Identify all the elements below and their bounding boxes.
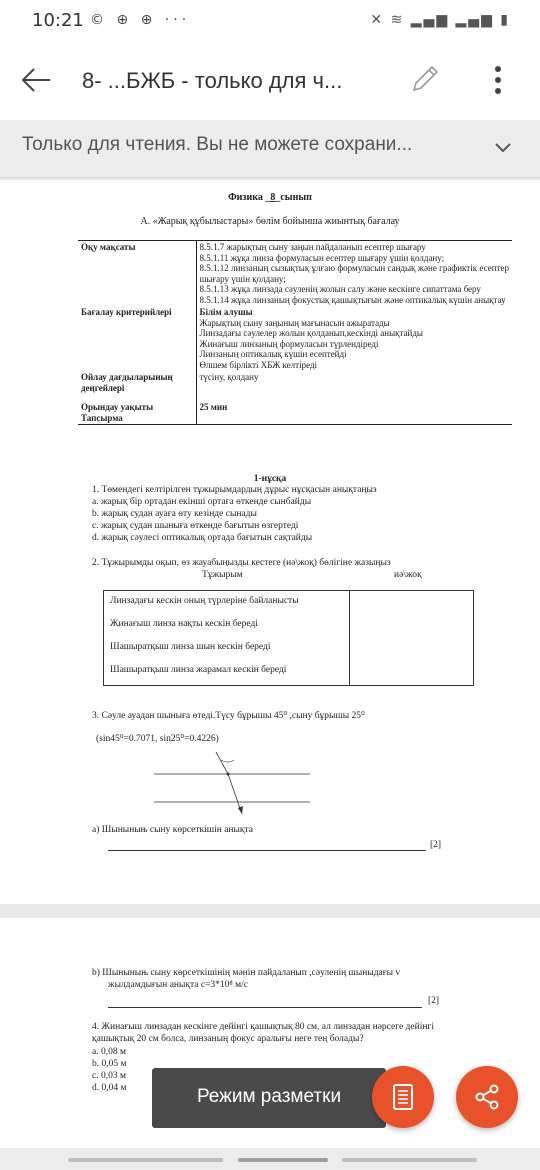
q2-col-answer: иә\жоқ bbox=[394, 570, 422, 580]
criteria-item: Жинағыш линзаның формуласын түрлендіреді bbox=[199, 338, 379, 349]
scroll-thumb[interactable] bbox=[238, 1158, 328, 1162]
back-arrow-icon[interactable] bbox=[18, 62, 54, 98]
q1-option: c. жарық судан шыныға өткенде бағытын өзгертеді bbox=[92, 521, 299, 531]
criteria-list bbox=[196, 306, 512, 371]
q2-row: Линзадағы кескін оның түрлеріне байланысты bbox=[110, 596, 299, 606]
notification-icons: © ⊕ ⊕ ··· bbox=[90, 12, 191, 28]
goal-item: 8.5.1.14 жұқа линзаның фокустық қашықтығын және оптикалық күшін анықтау bbox=[199, 294, 506, 305]
chevron-down-icon[interactable] bbox=[492, 136, 514, 158]
criteria-item: Линзадағы сәулелер жолын қолданып,кескінді анықтайды bbox=[199, 328, 423, 338]
document-page-1 bbox=[0, 180, 540, 904]
scroll-indicator bbox=[68, 1158, 223, 1162]
q2-row: Жинағыш линза нақты кескін береді bbox=[110, 619, 258, 629]
markup-mode-button[interactable] bbox=[152, 1068, 386, 1128]
q1-option: a. жарық бір ортадан екінші ортаға өткенде сынбайды bbox=[92, 497, 312, 507]
q1-option: d. жарық сәулесі оптикалық ортада бағытын сақтайды bbox=[92, 533, 313, 543]
share-fab[interactable] bbox=[456, 1066, 518, 1128]
goal-label: Оқу мақсаты bbox=[78, 241, 196, 307]
criteria-head: Білім алушы bbox=[199, 307, 253, 317]
q2-table bbox=[103, 590, 474, 686]
q3-a-mark: [2] bbox=[430, 840, 442, 850]
q4-text: 4. Жинағыш линзадан кескінге дейінгі қашықтық 80 см, ал линзадан нәрсеге дейінгі bbox=[92, 1022, 434, 1032]
document-icon bbox=[388, 1082, 418, 1112]
skills-value: түсіну, қолдану bbox=[199, 372, 259, 382]
pencil-icon[interactable] bbox=[408, 62, 442, 96]
goal-item: 8.5.1.11 жұқа линза формуласын есептер шығару үшін қолдану; bbox=[199, 252, 445, 263]
document-title: 8- ...БЖБ - только для ч... bbox=[82, 68, 343, 93]
criteria-item: Линзаның оптикалық күшін есептейді bbox=[199, 349, 347, 359]
system-icons: ✕ ≋ ▂▄▆ ▂▄▆ ▮ bbox=[370, 12, 510, 28]
q3-b-text: b) Шыныныњ сыну көрсеткішінің мәнін пайдаланып ,сәуленің шыныдағы v bbox=[92, 968, 401, 978]
goal-item: 8.5.1.7 жарықтың сыну заңын пайдаланып есептер шығару bbox=[199, 242, 426, 252]
share-icon bbox=[472, 1082, 502, 1112]
q3-hint: (sin45⁰=0.7071, sin25⁰=0.4226) bbox=[96, 734, 219, 744]
q3-b-text-2: жылдамдығын анықта с=3*10⁸ м/с bbox=[108, 980, 248, 990]
more-vert-icon[interactable] bbox=[486, 62, 510, 98]
q2-text: 2. Тұжырымды оқып, өз жауабыңызды кестеге (иә\жоқ) бөлігіне жазыңыз bbox=[92, 558, 391, 568]
q4-option: c. 0,03 м bbox=[92, 1071, 126, 1081]
scroll-indicator bbox=[342, 1158, 477, 1162]
read-only-banner[interactable] bbox=[0, 120, 540, 178]
goal-item: 8.5.1.13 жұқа линзада сәуленің жолын салу және кескінге сипаттама беру bbox=[199, 284, 481, 294]
q4-option: d. 0,04 м bbox=[92, 1083, 127, 1093]
q4-text-2: қашықтық 20 см болса, линзаның фокус аралығы неге тең болады? bbox=[92, 1034, 364, 1044]
q4-option: a. 0,08 м bbox=[92, 1047, 126, 1057]
doc-title-suffix: _сынып bbox=[275, 192, 312, 203]
doc-title-grade: 8 bbox=[270, 192, 276, 203]
criteria-item: Жарықтың сыну заңының мағынасын ажыратады bbox=[199, 317, 390, 328]
doc-subtitle: А. «Жарық құбылыстары» бөлім бойынша жиынтық бағалау bbox=[140, 216, 400, 227]
variant-heading: 1-нұсқа bbox=[253, 474, 287, 484]
time-label: Орындау уақыты Тапсырма bbox=[78, 394, 196, 425]
time-value: 25 мин bbox=[196, 394, 512, 425]
doc-title bbox=[0, 192, 540, 203]
q3-a-answer-line[interactable] bbox=[108, 850, 426, 851]
q2-table-divider bbox=[349, 591, 350, 685]
status-time: 10:21 bbox=[32, 10, 84, 31]
q3-b-answer-line[interactable] bbox=[108, 1007, 422, 1008]
app-bar bbox=[0, 42, 540, 120]
q2-col-statement: Тұжырым bbox=[202, 570, 243, 580]
markup-mode-label: Режим разметки bbox=[196, 1086, 342, 1107]
q3-a-text: а) Шыныныњ сыну көрсеткішін анықта bbox=[92, 825, 253, 835]
q3-text: 3. Сәуле ауадан шыныға өтеді.Түсу бұрышы 45⁰ ,сыну бұрышы 25⁰ bbox=[92, 711, 365, 721]
q2-row: Шашыратқыш линза шын кескін береді bbox=[110, 642, 271, 652]
refraction-diagram bbox=[150, 750, 315, 820]
q1-text: 1. Төмендегі келтірілген тұжырымдардың дұрыс нұсқасын анықтаңыз bbox=[92, 485, 377, 495]
info-table bbox=[78, 240, 512, 425]
criteria-label: Бағалау критерийлері bbox=[78, 306, 196, 371]
q1-option: b. жарық судан ауаға өту кезінде сынады bbox=[92, 509, 257, 519]
status-bar bbox=[0, 0, 540, 42]
q4-option: b. 0,05 м bbox=[92, 1059, 127, 1069]
goal-item: 8.5.1.12 линзаның сызықтық ұлғаю формуласын сандық және графиктік есептер шығару үшін қолдану; bbox=[199, 263, 509, 284]
skills-label: Ойлау дағдыларының деңгейлері bbox=[78, 371, 196, 394]
q3-b-mark: [2] bbox=[428, 996, 440, 1006]
navigation-bar bbox=[0, 1148, 540, 1170]
goal-list bbox=[196, 241, 512, 307]
q2-row: Шашыратқыш линза жарамал кескін береді bbox=[110, 665, 287, 675]
read-only-text: Только для чтения. Вы не можете сохрани... bbox=[22, 134, 413, 155]
doc-title-prefix: Физика _ bbox=[228, 192, 271, 203]
document-fab[interactable] bbox=[372, 1066, 434, 1128]
criteria-item: Өлшем бірлікті ХБЖ келтіреді bbox=[199, 359, 318, 370]
